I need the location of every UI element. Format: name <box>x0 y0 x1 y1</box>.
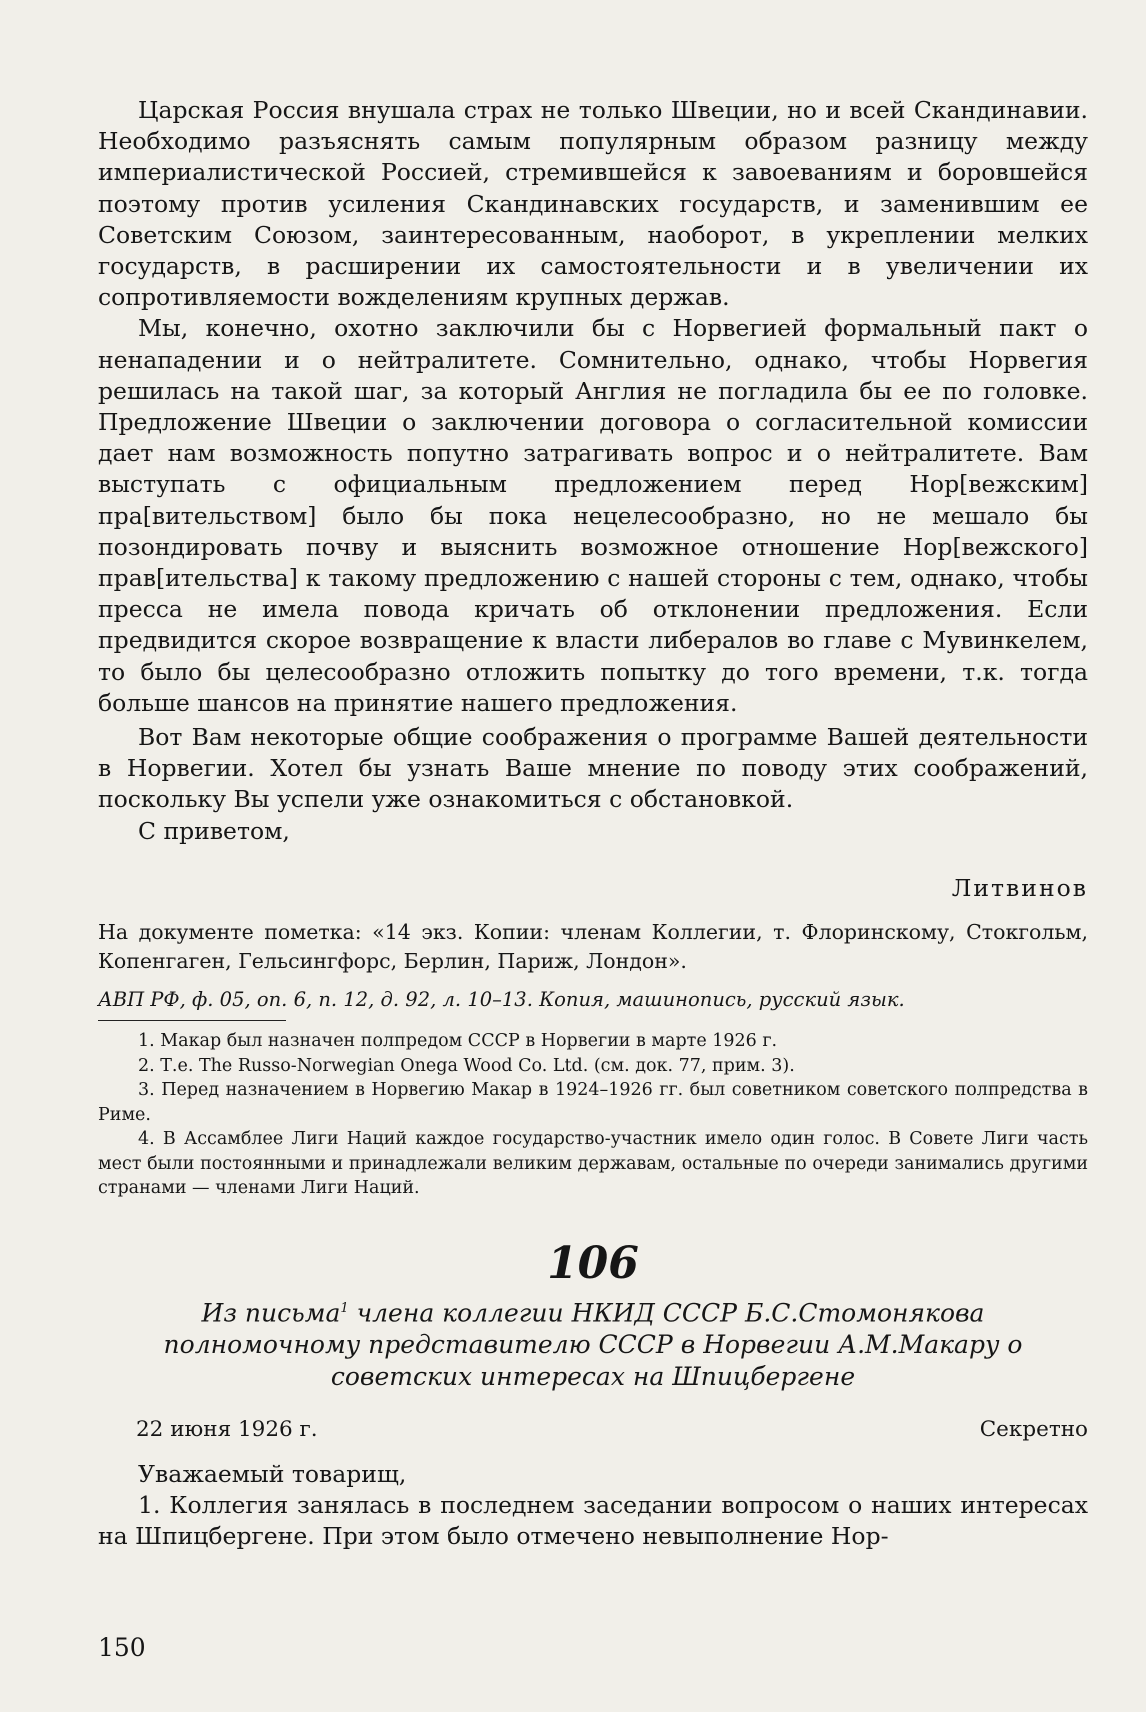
footnote: 1. Макар был назначен полпредом СССР в Норвегии в марте 1926 г. <box>138 1031 778 1052</box>
document-number: 106 <box>547 1237 639 1289</box>
body-paragraph: Мы, конечно, охотно заключили бы с Норвегией формальный пакт о ненападении и о нейтралитете. Сомнительно, однако, чтобы Норвегия решилась на такой шаг, за который Англия не погладила бы ее по головке. Предложение Швеции о заключении договора о согласительной комиссии дает нам возможность попутно затрагивать вопрос и о нейтралитете. Вам выступать с официальным предложением перед Нор[вежским] пра[вительством] было бы пока нецелесообразно, но не мешало бы позондировать почву и выяснить возможное отношение Нор[вежского] прав[ительства] к такому предложению с нашей стороны с тем, однако, чтобы пресса не имела повода кричать об отклонении предложения. Если предвидится скорое возвращение к власти либералов во главе с Мувинкелем, то было бы целесообразно отложить попытку до того времени, т.к. тогда больше шансов на принятие нашего предложения. <box>98 314 1088 717</box>
document-title-text: Из письма <box>201 1297 341 1327</box>
document-title-text-rest: члена коллегии НКИД СССР Б.С.Стомонякова полномочному представителю СССР в Норвегии А.М.Макару о советских интересах на Шпицбергене <box>163 1297 1023 1391</box>
classification-label: Секретно <box>979 1416 1088 1442</box>
document-date: 22 июня 1926 г. <box>136 1416 318 1442</box>
page-number: 150 <box>98 1633 146 1662</box>
body-paragraph: 1. Коллегия занялась в последнем заседании вопросом о наших интересах на Шпицбергене. При этом было отмечено невыполнение Нор- <box>98 1491 1088 1551</box>
body-paragraph: Вот Вам некоторые общие соображения о программе Вашей деятельности в Норвегии. Хотел бы узнать Ваше мнение по поводу этих соображений, поскольку Вы успели уже ознакомиться с обстановкой. <box>98 723 1088 814</box>
document-note: На документе пометка: «14 экз. Копии: членам Коллегии, т. Флоринскому, Стокгольм, Копенгаген, Гельсингфорс, Берлин, Париж, Лондон». <box>98 920 1088 974</box>
footnote-divider <box>98 1020 286 1021</box>
document-title <box>98 1293 1088 1393</box>
archive-reference: АВП РФ, ф. 05, оп. 6, п. 12, д. 92, л. 10–13. Копия, машинопись, русский язык. <box>98 988 905 1012</box>
title-footnote-marker: 1 <box>340 1300 349 1316</box>
footnote: 2. Т.е. The Russo-Norwegian Onega Wood Co. Ltd. (см. док. 77, прим. 3). <box>138 1055 795 1076</box>
greeting: С приветом, <box>138 816 290 845</box>
document-page <box>98 95 1088 1553</box>
salutation: Уважаемый товарищ, <box>138 1459 407 1488</box>
signature: Литвинов <box>951 873 1088 902</box>
dateline <box>98 1415 1088 1445</box>
footnote: 4. В Ассамблее Лиги Наций каждое государство-участник имело один голос. В Совете Лиги часть мест были постоянными и принадлежали великим державам, остальные по очереди занимались другими странами — членами Лиги Наций. <box>98 1129 1088 1199</box>
body-paragraph: Царская Россия внушала страх не только Швеции, но и всей Скандинавии. Необходимо разъяснять самым популярным образом разницу между империалистической Россией, стремившейся к завоеваниям и боровшейся поэтому против усиления Скандинавских государств, и заменившим ее Советским Союзом, заинтересованным, наоборот, в укреплении мелких государств, в расширении их самостоятельности и в увеличении их сопротивляемости вожделениям крупных держав. <box>98 96 1088 312</box>
footnote: 3. Перед назначением в Норвегию Макар в 1924–1926 гг. был советником советского полпредства в Риме. <box>98 1080 1088 1125</box>
